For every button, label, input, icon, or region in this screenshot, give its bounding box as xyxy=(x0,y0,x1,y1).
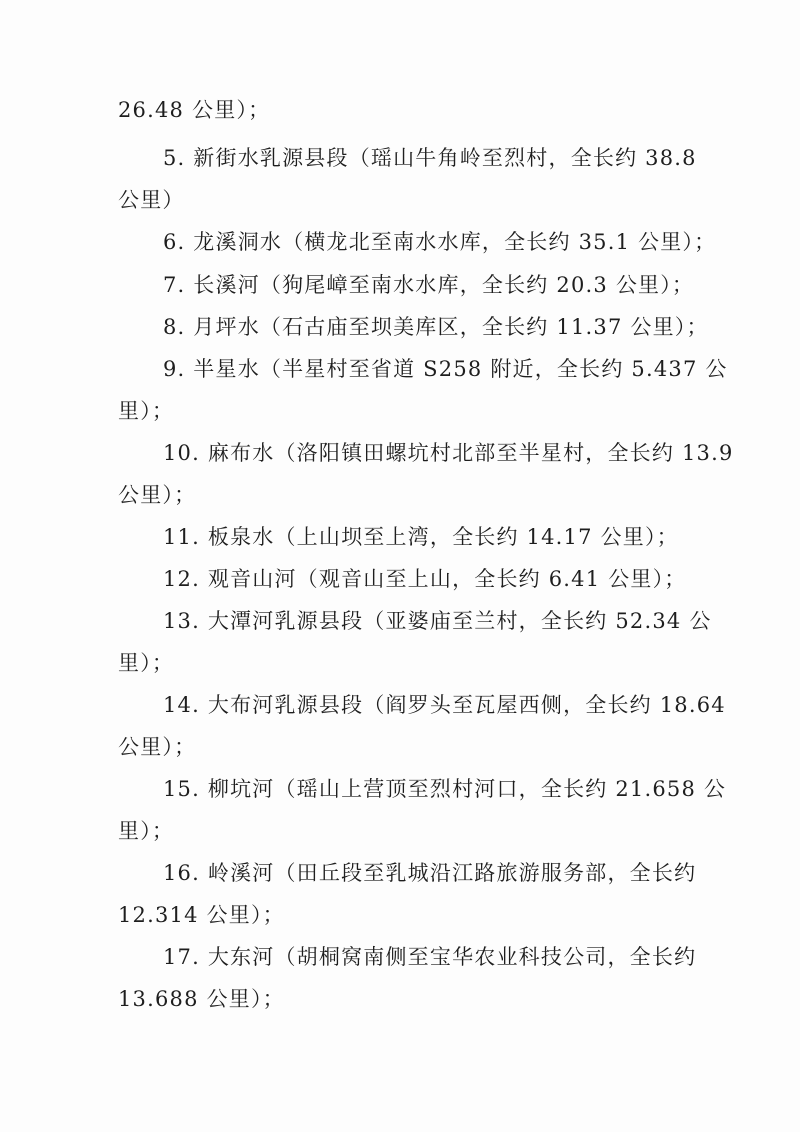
list-item-5-line-2: 公里） xyxy=(118,188,185,212)
list-item-13-line-2: 里）； xyxy=(118,651,175,675)
list-item-10-line-2: 公里）； xyxy=(118,483,197,507)
text-line: 26.48 公里）； xyxy=(118,98,271,122)
list-item-10-line-1: 10. 麻布水（洛阳镇田螺坑村北部至半星村，全长约 13.9 xyxy=(163,441,734,465)
list-item-17-line-2: 13.688 公里）； xyxy=(118,987,285,1011)
list-item-16-line-2: 12.314 公里）； xyxy=(118,903,285,927)
list-item-11: 11. 板泉水（上山坝至上湾，全长约 14.17 公里）； xyxy=(163,525,679,549)
list-item-6: 6. 龙溪洞水（横龙北至南水水库，全长约 35.1 公里）； xyxy=(163,230,717,254)
list-item-17-line-1: 17. 大东河（胡桐窝南侧至宝华农业科技公司，全长约 xyxy=(163,945,697,969)
list-item-7: 7. 长溪河（狗尾嶂至南水水库，全长约 20.3 公里）； xyxy=(163,273,695,297)
list-item-13-line-1: 13. 大潭河乳源县段（亚婆庙至兰村，全长约 52.34 公 xyxy=(163,609,712,633)
list-item-15-line-2: 里）； xyxy=(118,819,175,843)
list-item-8: 8. 月坪水（石古庙至坝美库区，全长约 11.37 公里）； xyxy=(163,315,709,339)
list-item-14-line-1: 14. 大布河乳源县段（阎罗头至瓦屋西侧，全长约 18.64 xyxy=(163,693,726,717)
list-item-14-line-2: 公里）； xyxy=(118,735,197,759)
list-item-9-line-1: 9. 半星水（半星村至省道 S258 附近，全长约 5.437 公 xyxy=(163,357,728,381)
list-item-9-line-2: 里）； xyxy=(118,399,175,423)
list-item-5-line-1: 5. 新街水乳源县段（瑶山牛角岭至烈村，全长约 38.8 xyxy=(163,146,697,170)
list-item-16-line-1: 16. 岭溪河（田丘段至乳城沿江路旅游服务部，全长约 xyxy=(163,861,697,885)
list-item-12: 12. 观音山河（观音山至上山，全长约 6.41 公里）； xyxy=(163,567,687,591)
list-item-15-line-1: 15. 柳坑河（瑶山上营顶至烈村河口，全长约 21.658 公 xyxy=(163,777,727,801)
